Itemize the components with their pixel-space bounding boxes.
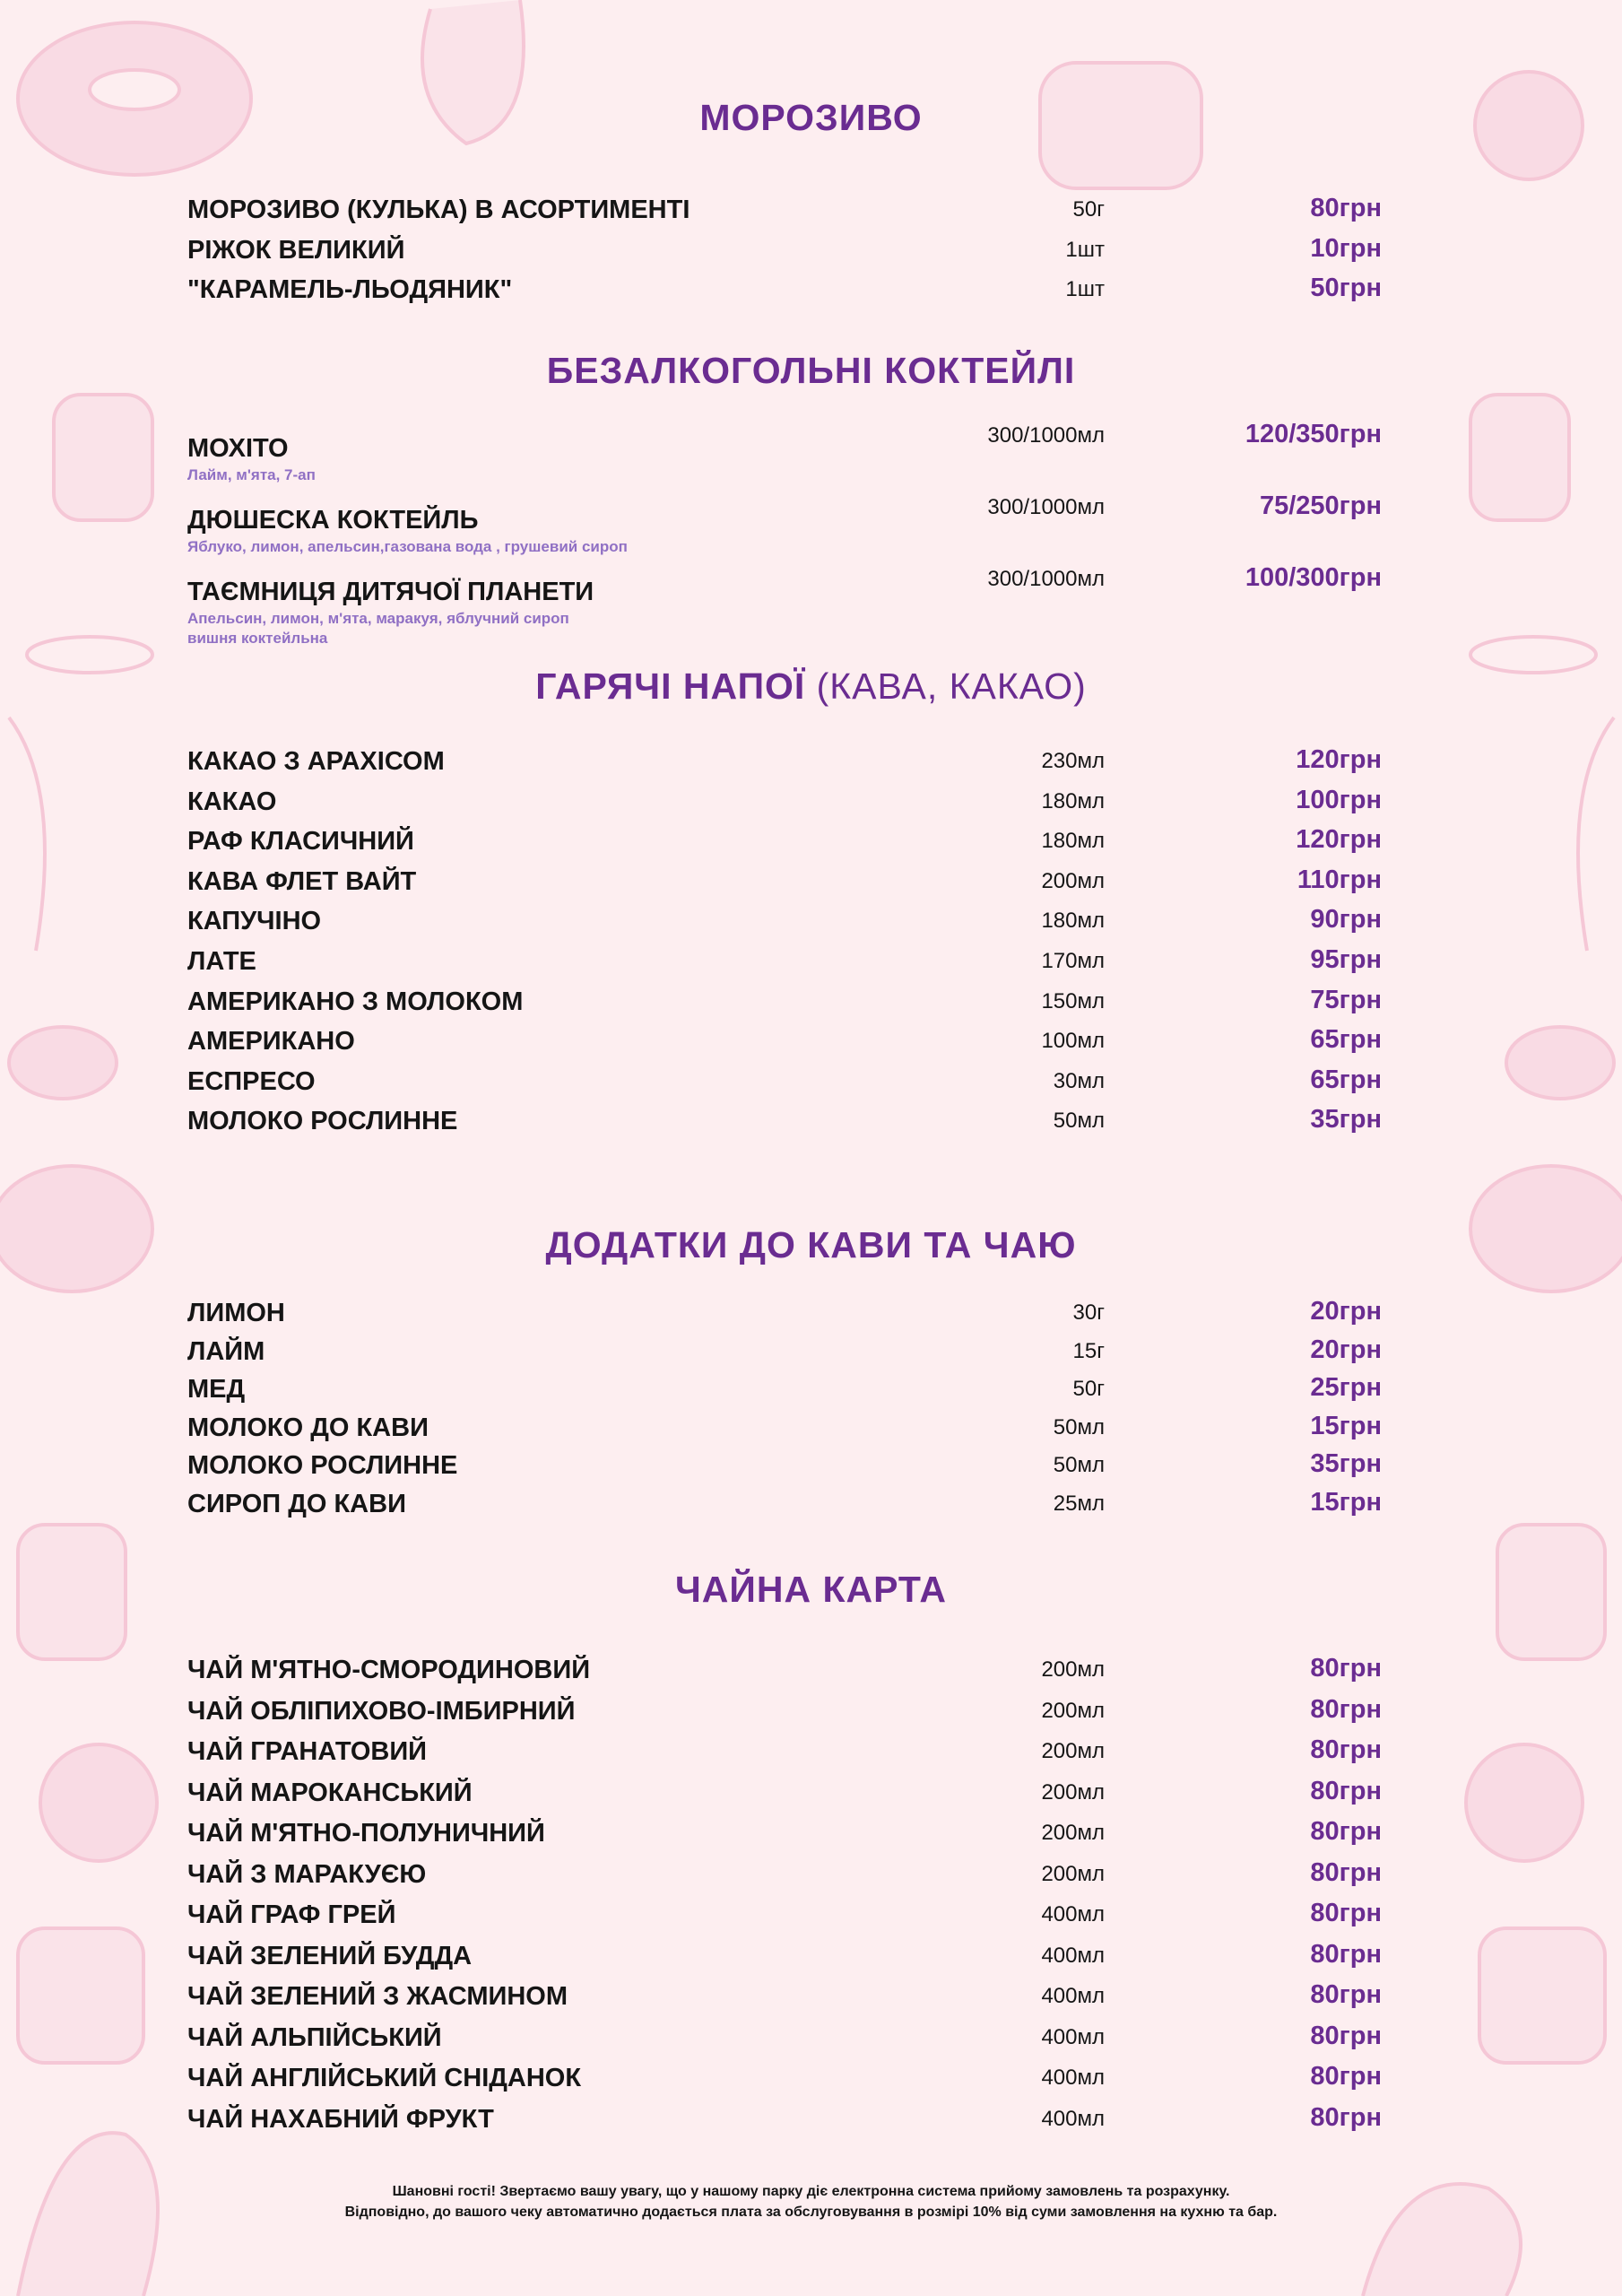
item-price: 10грн (1310, 233, 1382, 263)
section-title-hot-drinks (0, 665, 1622, 708)
item-price: 80грн (1310, 1776, 1382, 1805)
item-price: 25грн (1310, 1373, 1382, 1402)
menu-item (0, 1900, 1622, 1936)
item-name: ЛИМОН (187, 1299, 285, 1327)
item-volume: 100мл (1041, 1029, 1105, 1054)
item-price: 80грн (1310, 1817, 1382, 1846)
item-name: МОЛОКО ДО КАВИ (187, 1413, 429, 1442)
item-volume: 1шт (1065, 237, 1105, 262)
item-name: ЧАЙ М'ЯТНО-ПОЛУНИЧНИЙ (187, 1819, 545, 1848)
item-price: 80грн (1310, 1654, 1382, 1683)
item-volume: 400мл (1041, 2066, 1105, 2090)
item-name: МЕД (187, 1375, 246, 1404)
item-price: 15грн (1310, 1487, 1382, 1517)
item-volume: 200мл (1041, 1821, 1105, 1845)
item-name: "КАРАМЕЛЬ-ЛЬОДЯНИК" (187, 275, 513, 304)
service-charge-notice (0, 2181, 1622, 2222)
item-volume: 50мл (1053, 1109, 1105, 1134)
menu-item (0, 275, 1622, 311)
item-price: 20грн (1310, 1297, 1382, 1326)
item-price: 80грн (1310, 2062, 1382, 2091)
menu-item (0, 2064, 1622, 2100)
section-title-ice-cream (0, 97, 1622, 139)
menu-item (0, 1819, 1622, 1855)
notice-line-2: Відповідно, до вашого чеку автоматично додається плата за обслуговування в розмірі 10% від суми замовлення на кухню та бар. (344, 2205, 1278, 2220)
item-price: 110грн (1297, 865, 1382, 894)
item-price: 120/350грн (1245, 420, 1382, 448)
menu-item (0, 1487, 1622, 1526)
item-name: ЧАЙ ЗЕЛЕНИЙ БУДДА (187, 1941, 473, 1970)
item-volume: 50г (1072, 197, 1105, 222)
item-volume: 200мл (1041, 868, 1105, 893)
item-volume: 200мл (1041, 1779, 1105, 1805)
menu-item (0, 827, 1622, 863)
menu-item (0, 1982, 1622, 2018)
item-name: ЧАЙ М'ЯТНО-СМОРОДИНОВИЙ (187, 1656, 591, 1684)
section-title-text: МОРОЗИВО (699, 97, 923, 138)
item-name: ЧАЙ НАХАБНИЙ ФРУКТ (187, 2104, 494, 2134)
menu-item (0, 747, 1622, 783)
item-price: 120грн (1296, 745, 1382, 774)
section-title-additions (0, 1224, 1622, 1266)
item-volume: 400мл (1041, 1943, 1105, 1968)
menu-item (0, 1413, 1622, 1449)
menu-item (0, 1656, 1622, 1692)
item-name: АМЕРИКАНО З МОЛОКОМ (187, 987, 524, 1016)
item-price: 35грн (1310, 1105, 1382, 1135)
notice-line-1: Шановні гості! Звертаємо вашу увагу, що у нашому парку діє електронна система прийому замовлень та розрахунку. (392, 2184, 1230, 2199)
item-price: 20грн (1310, 1335, 1382, 1364)
item-name: ЧАЙ МАРОКАНСЬКИЙ (187, 1778, 473, 1807)
item-name: МОЛОКО РОСЛИННЕ (187, 1451, 458, 1480)
section-title-cocktails (0, 350, 1622, 392)
item-price: 80грн (1310, 1735, 1382, 1764)
item-name: ЧАЙ ГРАНАТОВИЙ (187, 1737, 428, 1766)
menu-item (0, 1939, 1622, 1978)
item-volume: 15г (1072, 1338, 1105, 1363)
section-title-text: ГАРЯЧІ НАПОЇ (535, 665, 806, 707)
item-volume: 300/1000мл (987, 495, 1105, 519)
menu-item (0, 787, 1622, 823)
menu-item (0, 1375, 1622, 1411)
item-volume: 150мл (1041, 988, 1105, 1013)
item-price: 80грн (1310, 2102, 1382, 2132)
item-name: ЧАЙ ЗЕЛЕНИЙ З ЖАСМИНОМ (187, 1982, 568, 2011)
item-name: МОРОЗИВО (КУЛЬКА) В АСОРТИМЕНТІ (187, 196, 690, 224)
item-name: ЧАЙ АНГЛІЙСЬКИЙ СНІДАНОК (187, 2064, 582, 2092)
menu-item (0, 1337, 1622, 1373)
item-name: ЕСПРЕСО (187, 1066, 316, 1096)
item-price: 100/300грн (1245, 563, 1382, 592)
item-volume: 400мл (1041, 2024, 1105, 2049)
section-title-text: ЧАЙНА КАРТА (674, 1569, 947, 1610)
item-volume: 180мл (1041, 788, 1105, 813)
menu-item (0, 233, 1622, 272)
menu-item (0, 1737, 1622, 1773)
menu-item (0, 1027, 1622, 1063)
item-name: АМЕРИКАНО (187, 1027, 355, 1057)
item-volume: 400мл (1041, 2106, 1105, 2131)
item-price: 15грн (1310, 1411, 1382, 1440)
item-price: 65грн (1310, 1065, 1382, 1094)
menu-item (0, 1107, 1622, 1143)
item-volume: 200мл (1041, 1739, 1105, 1763)
item-price: 65грн (1310, 1025, 1382, 1055)
item-name: РАФ КЛАСИЧНИЙ (187, 827, 414, 857)
item-volume: 170мл (1041, 949, 1105, 973)
item-volume: 180мл (1041, 909, 1105, 934)
item-price: 80грн (1310, 1694, 1382, 1724)
item-name: КАКАО (187, 787, 277, 816)
item-description: Лайм, м'ята, 7-ап (187, 466, 316, 483)
menu-item (0, 1299, 1622, 1335)
item-name: КАКАО З АРАХІСОМ (187, 747, 445, 776)
item-volume: 50мл (1053, 1414, 1105, 1439)
item-volume: 400мл (1041, 1902, 1105, 1926)
item-name: ЧАЙ З МАРАКУЄЮ (187, 1859, 427, 1889)
item-volume: 200мл (1041, 1657, 1105, 1682)
item-name: МОЛОКО РОСЛИННЕ (187, 1107, 458, 1136)
item-volume: 25мл (1053, 1491, 1105, 1516)
item-volume: 400мл (1041, 1984, 1105, 2008)
item-price: 50грн (1310, 274, 1382, 302)
menu-item (0, 196, 1622, 231)
item-name: ТАЄМНИЦЯ ДИТЯЧОЇ ПЛАНЕТИ (187, 578, 594, 606)
section-title-subtitle: (КАВА, КАКАО) (805, 665, 1087, 707)
item-name: РІЖОК ВЕЛИКИЙ (187, 235, 405, 265)
section-title-text: БЕЗАЛКОГОЛЬНІ КОКТЕЙЛІ (546, 350, 1076, 391)
item-name: ЧАЙ ОБЛІПИХОВО-ІМБИРНИЙ (187, 1696, 576, 1726)
item-price: 95грн (1310, 945, 1382, 974)
item-volume: 300/1000мл (987, 567, 1105, 591)
menu-item (0, 420, 1622, 483)
item-volume: 300/1000мл (987, 423, 1105, 448)
menu-item (0, 1776, 1622, 1814)
item-price: 80грн (1310, 1857, 1382, 1887)
item-price: 120грн (1296, 825, 1382, 855)
item-name: ЛАЙМ (187, 1336, 265, 1366)
item-price: 75грн (1310, 985, 1382, 1014)
menu-item (0, 1067, 1622, 1103)
item-price: 80грн (1310, 2021, 1382, 2050)
item-volume: 200мл (1041, 1861, 1105, 1886)
item-price: 80грн (1310, 194, 1382, 222)
item-price: 75/250грн (1259, 491, 1382, 520)
menu-item (0, 907, 1622, 943)
menu-item (0, 947, 1622, 983)
item-volume: 1шт (1065, 277, 1105, 301)
item-name: ДЮШЕСКА КОКТЕЙЛЬ (187, 506, 479, 535)
menu-item (0, 1451, 1622, 1487)
item-name: ЧАЙ ГРАФ ГРЕЙ (187, 1900, 396, 1929)
menu-item (0, 1694, 1622, 1733)
item-name: КАВА ФЛЕТ ВАЙТ (187, 866, 417, 896)
section-title-tea (0, 1569, 1622, 1611)
section-title-text: ДОДАТКИ ДО КАВИ ТА ЧАЮ (545, 1224, 1077, 1265)
item-description: Яблуко, лимон, апельсин,газована вода , грушевий сироп (187, 538, 628, 555)
menu-item (0, 2023, 1622, 2059)
item-name: ЧАЙ АЛЬПІЙСЬКИЙ (187, 2022, 442, 2052)
menu-item (0, 987, 1622, 1023)
item-name: ЛАТЕ (187, 947, 256, 976)
item-name: СИРОП ДО КАВИ (187, 1489, 406, 1518)
item-price: 80грн (1310, 1980, 1382, 2009)
item-volume: 30мл (1053, 1068, 1105, 1093)
item-volume: 50г (1072, 1377, 1105, 1401)
item-volume: 30г (1072, 1300, 1105, 1325)
item-price: 35грн (1310, 1449, 1382, 1478)
item-volume: 180мл (1041, 829, 1105, 854)
item-description: вишня коктейльна (187, 630, 328, 647)
menu-item (0, 2102, 1622, 2141)
item-price: 90грн (1310, 905, 1382, 935)
item-price: 80грн (1310, 1899, 1382, 1927)
menu-item (0, 491, 1622, 555)
item-description: Апельсин, лимон, м'ята, маракуя, яблучний сироп (187, 610, 569, 627)
item-volume: 230мл (1041, 749, 1105, 773)
item-volume: 50мл (1053, 1453, 1105, 1477)
menu-item (0, 563, 1622, 647)
item-name: КАПУЧІНО (187, 907, 322, 936)
item-volume: 200мл (1041, 1698, 1105, 1723)
menu-item (0, 867, 1622, 903)
item-price: 80грн (1310, 1939, 1382, 1969)
menu-item (0, 1857, 1622, 1896)
item-price: 100грн (1296, 785, 1382, 814)
item-name: МОХІТО (187, 434, 289, 463)
